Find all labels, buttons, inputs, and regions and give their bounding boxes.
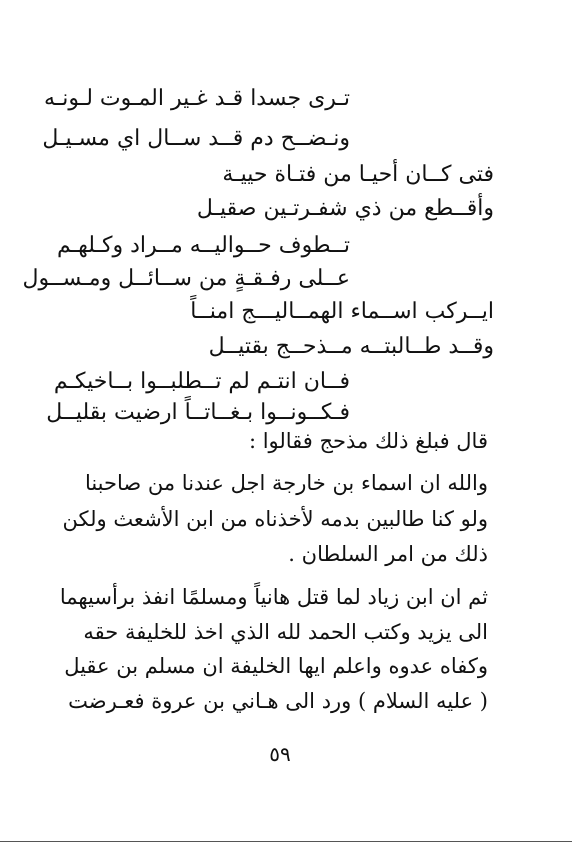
paragraph-line: ولو كنا طالبين بدمه لأخذناه من ابن الأشعث ولكن [62,507,488,531]
poem-line: تــطوف حــواليــه مــراد وكـلهـم [57,233,350,258]
paragraph-line: الى يزيد وكتب الحمد لله الذي اخذ للخليفة حقه [83,620,488,644]
prose-intro: قال فبلغ ذلك مذحج فقالوا : [248,429,488,453]
poem-line: فتى كــان أحيـا من فتـاة حييـة [222,162,494,187]
paragraph-line: والله ان اسماء بن خارجة اجل عندنا من صاحبنا [84,471,488,495]
page-number: ٥٩ [269,742,291,766]
poem-line: وأقــطع من ذي شفـرتـين صقيـل [196,196,494,221]
paragraph-line: ( عليه السلام ) ورد الى هـاني بن عروة فعـرضت [68,689,488,713]
paragraph-line: ثم ان ابن زياد لما قتل هانياً ومسلمًا انفذ برأسيهما [59,585,488,609]
poem-line: تـرى جسدا قـد غـير المـوت لـونـه [44,86,350,111]
paragraph-line: ذلك من امر السلطان . [288,542,488,566]
poem-line: فـكــونــوا بـغــاتــاً ارضيت بقليــل [46,400,350,425]
bottom-rule [0,841,572,842]
poem-line: عــلى رفـقـةٍ من ســائــل ومـســول [22,266,350,291]
poem-line: فــان انتـم لم تــطلبــوا بــاخيكـم [53,369,350,394]
poem-line: وقــد طــالبتــه مــذحــج بقتيــل [208,334,494,359]
paragraph-line: وكفاه عدوه واعلم ايها الخليفة ان مسلم بن عقيل [64,654,488,678]
poem-line: ونـضــح دم قــد ســال اي مسـيـل [42,126,350,151]
poem-line: ايــركب اســماء الهمــاليـــج امنــاً [190,299,494,324]
